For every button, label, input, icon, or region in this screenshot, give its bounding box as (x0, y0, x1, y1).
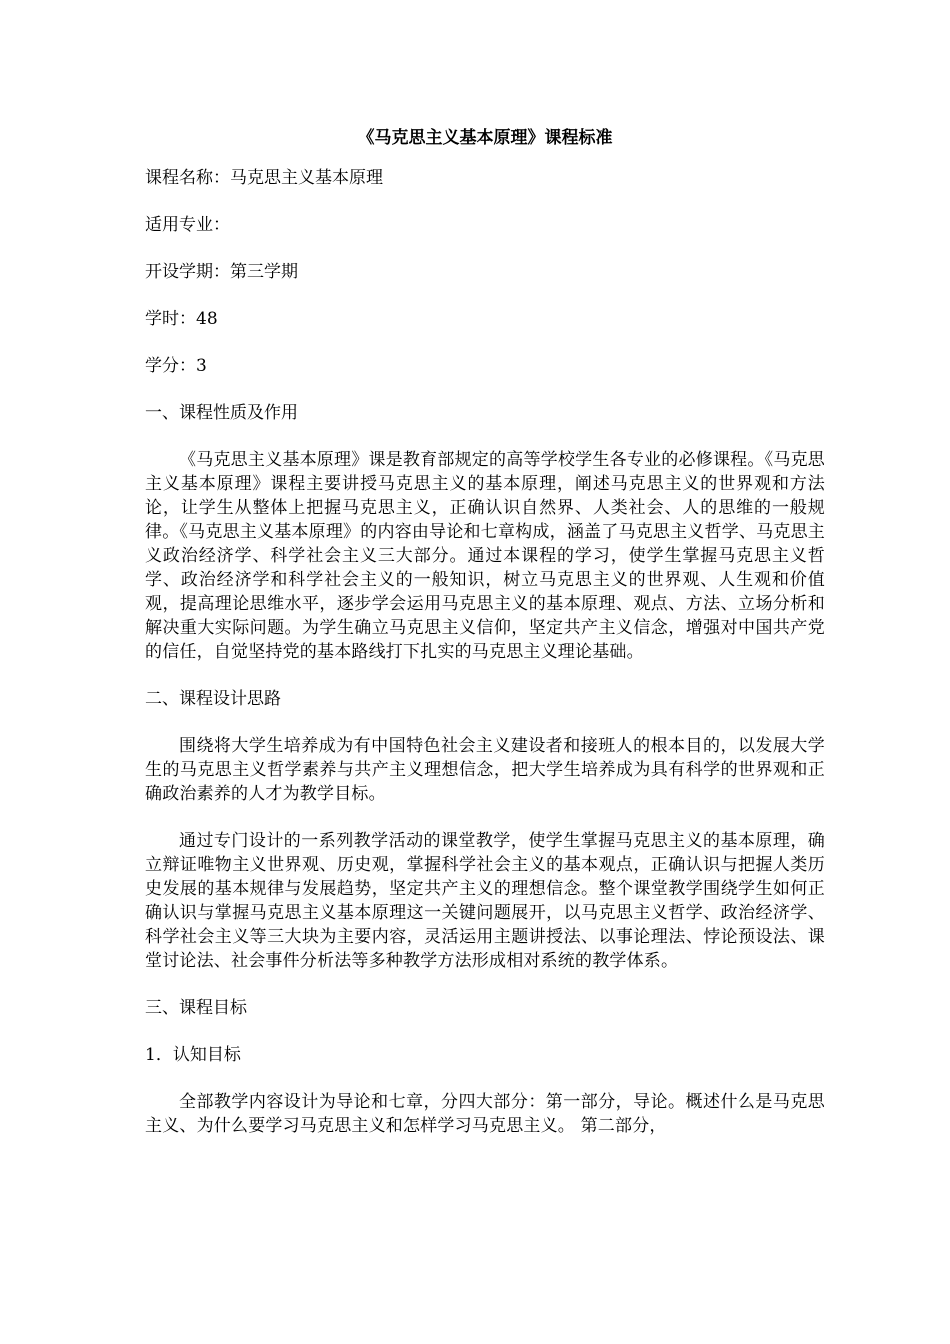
course-name-line: 课程名称：马克思主义基本原理 (145, 168, 383, 188)
document-title: 《马克思主义基本原理》课程标准 (357, 128, 613, 148)
credits-line: 学分：3 (145, 356, 207, 376)
document-body (145, 118, 825, 1138)
semester-line: 开设学期：第三学期 (145, 262, 298, 282)
section3-sub1-heading: 1．认知目标 (145, 1045, 241, 1065)
section3-sub1-paragraph: 全部教学内容设计为导论和七章，分四大部分：第一部分，导论。概述什么是马克思主义、为什么要学习马克思主义和怎样学习马克思主义。 第二部分， (145, 1092, 825, 1136)
hours-line: 学时：48 (145, 309, 218, 329)
section2-paragraph1: 围绕将大学生培养成为有中国特色社会主义建设者和接班人的根本目的，以发展大学生的马克思主义哲学素养与共产主义理想信念，把大学生培养成为具有科学的世界观和正确政治素养的人才为教学目标。 (145, 736, 825, 804)
applicable-major-line: 适用专业： (145, 215, 230, 235)
section2-paragraph2: 通过专门设计的一系列教学活动的课堂教学，使学生掌握马克思主义的基本原理，确立辩证唯物主义世界观、历史观，掌握科学社会主义的基本观点，正确认识与把握人类历史发展的基本规律与发展趋势，坚定共产主义的理想信念。整个课堂教学围绕学生如何正确认识与掌握马克思主义基本原理这一关键问题展开，以马克思主义哲学、政治经济学、科学社会主义等三大块为主要内容，灵活运用主题讲授法、以事论理法、悖论预设法、课堂讨论法、社会事件分析法等多种教学方法形成相对系统的教学体系。 (145, 831, 825, 971)
section2-heading: 二、课程设计思路 (145, 689, 281, 709)
section1-paragraph: 《马克思主义基本原理》课是教育部规定的高等学校学生各专业的必修课程。《马克思主义基本原理》课程主要讲授马克思主义的基本原理，阐述马克思主义的世界观和方法论，让学生从整体上把握马克思主义，正确认识自然界、人类社会、人的思维的一般规律。《马克思主义基本原理》的内容由导论和七章构成，涵盖了马克思主义哲学、马克思主义政治经济学、科学社会主义三大部分。通过本课程的学习，使学生掌握马克思主义哲学、政治经济学和科学社会主义的一般知识，树立马克思主义的世界观、人生观和价值观，提高理论思维水平，逐步学会运用马克思主义的基本原理、观点、方法、立场分析和解决重大实际问题。为学生确立马克思主义信仰，坚定共产主义信念，增强对中国共产党的信任，自觉坚持党的基本路线打下扎实的马克思主义理论基础。 (145, 450, 825, 662)
section1-heading: 一、课程性质及作用 (145, 403, 298, 423)
section3-heading: 三、课程目标 (145, 998, 247, 1018)
